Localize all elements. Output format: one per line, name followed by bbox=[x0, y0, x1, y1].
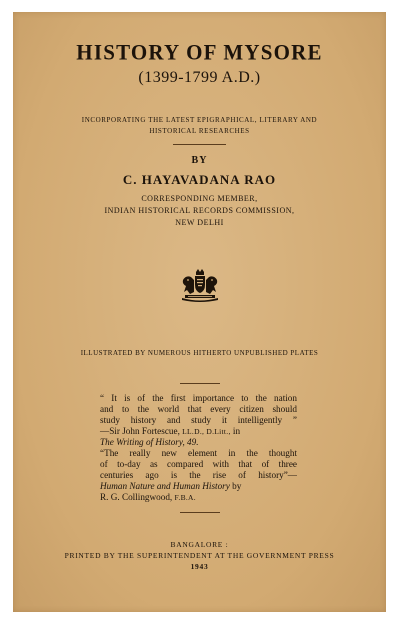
quote-line: centuries ago is the rise of history”— bbox=[100, 470, 297, 480]
book-title: HISTORY OF MYSORE bbox=[76, 39, 323, 65]
imprint-printer: PRINTED BY THE SUPERINTENDENT AT THE GOVERNMENT PRESS bbox=[64, 551, 335, 560]
attribution-name: —Sir John Fortescue, bbox=[100, 426, 183, 436]
quote-attribution bbox=[100, 426, 297, 437]
imprint-city: BANGALORE : bbox=[170, 540, 229, 549]
divider bbox=[180, 383, 220, 384]
attribution-fellowship: F.B.A. bbox=[174, 493, 196, 502]
divider bbox=[173, 144, 226, 145]
by-label: BY bbox=[191, 155, 208, 166]
quote-source bbox=[100, 481, 297, 492]
quote-attribution bbox=[100, 492, 297, 503]
affiliation-line-2: INDIAN HISTORICAL RECORDS COMMISSION, bbox=[104, 206, 295, 215]
epigraph-collingwood bbox=[100, 448, 297, 503]
imprint-year: 1943 bbox=[190, 562, 209, 571]
date-range: (1399-1799 A.D.) bbox=[138, 69, 261, 86]
attribution-in: in bbox=[230, 426, 241, 436]
source-by: by bbox=[229, 481, 242, 491]
affiliation-line-1: CORRESPONDING MEMBER, bbox=[141, 194, 258, 203]
quote-line: “ It is of the first importance to the nation bbox=[100, 393, 297, 403]
title-page bbox=[13, 12, 386, 612]
royal-coat-of-arms-icon bbox=[180, 268, 220, 302]
attribution-degrees: LL.D., D.Litt., bbox=[182, 427, 231, 436]
quote-line: and to the world that every citizen should bbox=[100, 404, 297, 414]
affiliation-line-3: NEW DELHI bbox=[175, 218, 224, 227]
subtitle-line-2: HISTORICAL RESEARCHES bbox=[149, 127, 250, 135]
source-title: Human Nature and Human History bbox=[100, 481, 230, 491]
epigraph-fortescue bbox=[100, 393, 297, 448]
quote-source: The Writing of History, 49. bbox=[100, 437, 199, 447]
subtitle-line-1: INCORPORATING THE LATEST EPIGRAPHICAL, LITERARY AND bbox=[81, 116, 318, 124]
attribution-name: R. G. Collingwood, bbox=[100, 492, 175, 502]
quote-line: study history and study it intelligently ” bbox=[100, 415, 297, 425]
author-name: C. HAYAVADANA RAO bbox=[122, 172, 277, 187]
illustrations-note: ILLUSTRATED BY NUMEROUS HITHERTO UNPUBLISHED PLATES bbox=[80, 349, 319, 357]
quote-line: of to-day as compared with that of three bbox=[100, 459, 297, 469]
divider bbox=[180, 512, 220, 513]
quote-line: “The really new element in the thought bbox=[100, 448, 297, 458]
